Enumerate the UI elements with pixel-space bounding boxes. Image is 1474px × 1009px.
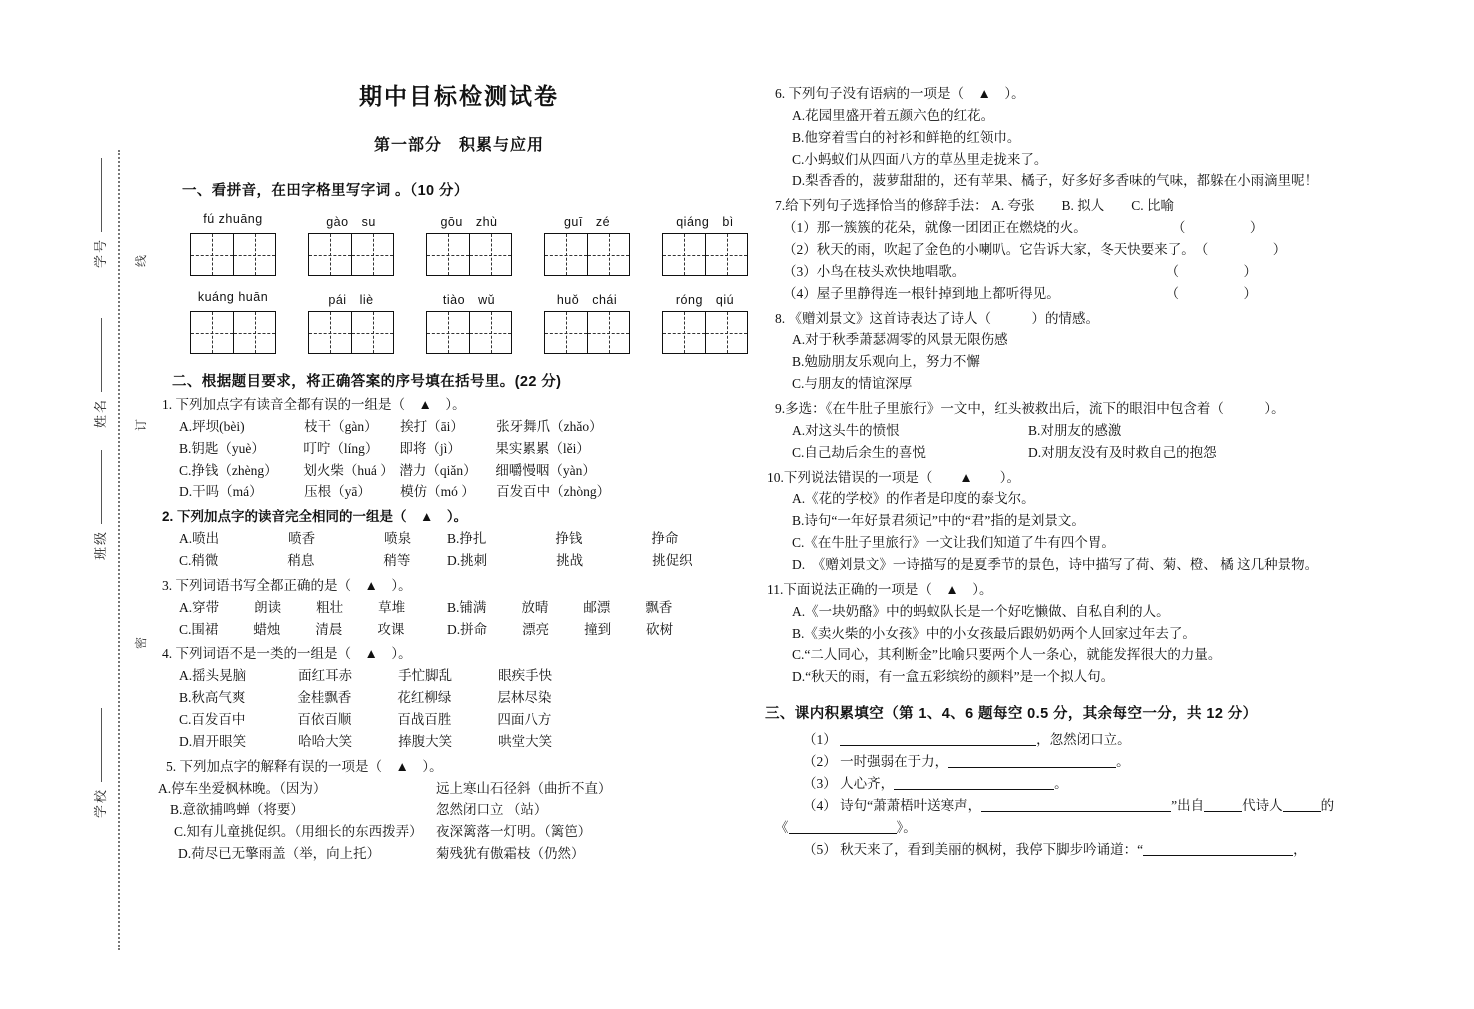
pinyin-label: kuáng huān [197, 290, 269, 304]
option-row[interactable] [162, 731, 764, 753]
option-item: 枝干（gàn） [304, 418, 378, 434]
option-item: 潜力（qiǎn） [399, 462, 477, 478]
option-label: C. [792, 151, 805, 167]
option-row[interactable] [767, 532, 1415, 554]
answer-bracket[interactable]: （ ） [1194, 242, 1293, 258]
sub-question-number: （1） [783, 220, 817, 236]
sub-question-text: 小鸟在枝头欢快地唱歌。 [816, 263, 966, 279]
option-item: 草堆 [378, 599, 406, 615]
option-item: 与朋友的情谊深厚 [804, 376, 913, 392]
option-item: 意欲捕鸣蝉（将要） [182, 802, 304, 818]
fill-blank-item[interactable] [775, 817, 1415, 839]
option-row[interactable] [767, 666, 1415, 688]
answer-bracket[interactable]: （ ） [1165, 263, 1264, 279]
sub-question-row[interactable] [775, 217, 1415, 239]
pinyin-row-2 [174, 290, 764, 308]
option-item: 忽然闭口立 （站） [436, 802, 548, 818]
option-item: 诗句“一年好景君须记”中的“君”指的是刘景文。 [804, 513, 1085, 529]
option-item: 挣命 [651, 531, 679, 547]
section-three-heading: 三、课内积累填空（第 1、4、6 题每空 0.5 分，其余每空一分，共 12 分） [765, 706, 1258, 723]
option-item: 围裙 [191, 621, 219, 637]
option-row[interactable] [775, 127, 1415, 149]
fill-blank-text: ， [1293, 841, 1307, 857]
option-item: 《一块奶酪》中的蚂蚁队长是一个好吃懒做、自私自利的人。 [805, 603, 1170, 619]
sub-question-row[interactable] [775, 239, 1415, 261]
option-label: C. [179, 553, 192, 569]
option-row[interactable] [775, 329, 1415, 351]
question-stem: 下面说法正确的一项是（ ▲ ）。 [783, 581, 993, 597]
pinyin-writing-grid [174, 212, 764, 354]
fold-mark-seal: 密 [130, 636, 151, 650]
option-label: C. [792, 444, 805, 460]
option-item: 对这头牛的愤恨 [805, 422, 900, 438]
option-item: 百战百胜 [397, 712, 452, 728]
section-two-heading: 二、根据题目要求，将正确答案的序号填在括号里。(22 分) [172, 374, 562, 390]
option-row[interactable] [767, 510, 1415, 532]
option-item: 拼命 [460, 621, 488, 637]
pinyin-label: fú zhuāng [203, 212, 263, 226]
option-label: D. [179, 484, 193, 500]
fill-blank-text: 诗句“萧萧梧叶送寒声， [840, 797, 982, 813]
fill-blank-text: 。 [1054, 775, 1068, 791]
option-item: 邮漂 [583, 599, 611, 615]
option-item: 挑刺 [460, 553, 488, 569]
option-label: A. [792, 422, 806, 438]
option-item: 挣钱 [555, 531, 583, 547]
option-item: 挣钱（zhèng） [191, 462, 278, 478]
column-right [765, 80, 1415, 860]
option-item: 稍息 [287, 553, 315, 569]
question-3 [154, 575, 764, 641]
field-school-rule[interactable] [101, 708, 102, 782]
option-item: 百发百中（zhòng） [496, 484, 611, 500]
option-item: 花园里盛开着五颜六色的红花。 [805, 107, 995, 123]
option-item: 清晨 [315, 621, 343, 637]
option-item: 喷香 [288, 531, 316, 547]
option-label: A. [792, 107, 806, 123]
field-student-id-label: 学号 [93, 237, 108, 268]
tianzige-box[interactable] [544, 311, 630, 354]
option-item: 挣扎 [459, 531, 487, 547]
option-item: 自己劫后余生的喜悦 [804, 444, 926, 460]
fill-blank-text: 《 [775, 819, 789, 835]
fill-blank-number: （3） [803, 775, 837, 791]
fill-blank-text: 人心齐， [840, 775, 895, 791]
option-item: 百发百中 [191, 712, 246, 728]
sub-question-number: （4） [783, 285, 817, 301]
question-stem: 《赠刘景文》这首诗表达了诗人（ ）的情感。 [788, 310, 1099, 326]
question-stem: 下列句子没有语病的一项是（ ▲ ）。 [788, 86, 1025, 101]
sub-question-text: 屋子里静得连一根针掉到地上都听得见。 [816, 285, 1060, 301]
fold-mark-line: 线 [130, 254, 151, 268]
question-stem: 下列说法错误的一项是（ ▲ ）。 [783, 469, 1020, 485]
option-item: 坪坝(bèi) [192, 418, 245, 434]
pinyin-label: róng qiú [675, 293, 735, 307]
option-item: 对朋友没有及时救自己的抱怨 [1041, 444, 1217, 460]
option-item: 稍微 [191, 553, 219, 569]
question-number: 9. [775, 401, 786, 417]
sub-question-row[interactable] [775, 283, 1415, 305]
field-class-label: 班级 [93, 529, 108, 560]
sub-question-number: （2） [783, 242, 817, 258]
option-item: 眉开眼笑 [192, 733, 247, 749]
option-label: A. [179, 418, 193, 434]
option-row[interactable] [162, 481, 764, 503]
question-number: 8. [775, 310, 786, 326]
field-student-id-rule[interactable] [101, 158, 102, 232]
pinyin-label: gōu zhù [440, 215, 498, 229]
option-item: 攻课 [377, 621, 405, 637]
option-item: 粗壮 [316, 599, 344, 615]
sub-question-row[interactable] [775, 261, 1415, 283]
option-row[interactable] [767, 554, 1415, 576]
option-label: D. [178, 846, 192, 862]
option-item: “秋天的雨，有一盒五彩缤纷的颜料”是一个拟人句。 [805, 669, 1115, 685]
option-item: 菊残犹有傲霜枝（仍然） [436, 846, 585, 862]
option-item: 挨打（āi） [400, 418, 464, 434]
option-row[interactable] [162, 460, 764, 482]
option-label: B. [792, 129, 805, 145]
answer-blank[interactable] [894, 789, 1054, 790]
fill-blank-item[interactable] [775, 795, 1415, 817]
option-item: 干吗（má） [192, 484, 263, 500]
option-item: 四面八方 [497, 712, 552, 728]
option-row[interactable] [162, 550, 764, 572]
option-item: 哄堂大笑 [498, 733, 553, 749]
question-8 [775, 308, 1415, 395]
option-label: C. [179, 621, 192, 637]
tianzige-box[interactable] [544, 233, 630, 276]
answer-bracket[interactable]: （ ） [1171, 220, 1270, 236]
field-student-id[interactable] [90, 158, 109, 268]
option-item: 层林尽染 [497, 690, 552, 706]
sub-question-number: （3） [783, 263, 817, 279]
option-item: 压根（yā） [304, 484, 371, 500]
option-item: 百依百顺 [297, 712, 352, 728]
pinyin-label: tiào wǔ [442, 293, 496, 307]
field-name-label: 姓名 [93, 397, 108, 428]
tianzige-box[interactable] [190, 233, 276, 276]
fill-blank-text: 的 [1320, 797, 1335, 813]
option-row[interactable] [162, 687, 764, 709]
fill-blank-text: 秋天来了，看到美丽的枫树，我停下脚步吟诵道：“ [840, 841, 1144, 857]
option-item: 他穿着雪白的衬衫和鲜艳的红领巾。 [804, 129, 1021, 145]
question-4 [154, 643, 764, 752]
option-item: 金桂飘香 [297, 690, 352, 706]
question-10 [767, 467, 1415, 576]
option-label: A. [792, 603, 806, 619]
option-item: 花红柳绿 [397, 690, 452, 706]
option-item: 放晴 [521, 599, 549, 615]
option-label: A. [179, 531, 193, 547]
question-stem: 给下列句子选择恰当的修辞手法： A. 夸张 B. 拟人 C. 比喻 [785, 198, 1175, 214]
question-stem: 多选：《在牛肚子里旅行》一文中，红头被救出后，流下的眼泪中包含着（ ）。 [785, 401, 1285, 417]
option-item: 摇头晃脑 [192, 668, 247, 684]
question-2 [154, 506, 764, 572]
option-item: 模仿（mó ） [400, 484, 475, 500]
option-row[interactable] [162, 619, 764, 641]
question-number: 1. [162, 397, 173, 412]
pinyin-row-1 [174, 212, 764, 230]
option-label: D. [1028, 444, 1042, 460]
option-row[interactable] [158, 821, 764, 843]
page-title: 期中目标检测试卷 [359, 83, 559, 109]
option-item: 即将（jì） [399, 440, 461, 456]
option-label: B. [792, 513, 805, 529]
fill-blank-text: 》。 [896, 819, 917, 835]
option-item: 铺满 [459, 599, 487, 615]
question-9 [775, 398, 1415, 464]
question-stem: 下列加点字的解释有误的一项是（ ▲ ）。 [179, 758, 443, 774]
option-label: C. [792, 535, 805, 551]
option-item: 喷出 [192, 531, 220, 547]
option-label: B. [792, 625, 805, 641]
question-stem: 下列加点字有读音全都有误的一组是（ ▲ ）。 [175, 397, 466, 412]
option-item: 知有儿童挑促织。（用细长的东西拨弄） [186, 824, 423, 840]
option-item: 捧腹大笑 [398, 733, 453, 749]
pinyin-label: guī zé [563, 215, 611, 229]
option-item: 蜡烛 [253, 621, 281, 637]
option-item: 穿带 [192, 599, 220, 615]
tianzige-box[interactable] [426, 233, 512, 276]
option-row[interactable] [162, 416, 764, 438]
tianzige-row-1 [174, 233, 764, 276]
question-number: 2. [162, 509, 174, 525]
fill-blank-item[interactable] [775, 839, 1415, 861]
option-row[interactable] [162, 665, 764, 687]
option-item: 远上寒山石径斜（曲折不直） [436, 780, 612, 796]
question-number: 11. [767, 581, 784, 597]
fill-blank-list [775, 729, 1415, 860]
option-row[interactable] [767, 488, 1415, 510]
option-label: C. [179, 712, 192, 728]
option-item: 《在牛肚子里旅行》一文让我们知道了牛有四个胃。 [804, 535, 1115, 551]
fold-mark-bind: 订 [130, 418, 151, 432]
option-item: 哈哈大笑 [298, 733, 353, 749]
pinyin-label: gào su [326, 215, 376, 229]
option-item: 小蚂蚁们从四面八方的草丛里走拢来了。 [804, 151, 1048, 167]
option-item: 细嚼慢咽（yàn） [495, 462, 596, 478]
option-item: 漂亮 [522, 621, 550, 637]
option-label: A. [179, 668, 193, 684]
option-label: D. [447, 621, 461, 637]
option-item: 秋高气爽 [191, 690, 246, 706]
question-number: 3. [162, 577, 173, 593]
option-label: B. [170, 802, 183, 818]
option-row[interactable] [775, 373, 1415, 395]
option-row[interactable] [158, 778, 764, 800]
fill-blank-item[interactable] [775, 751, 1415, 773]
option-item: 朗读 [254, 599, 282, 615]
exam-sheet [150, 0, 1474, 1009]
option-item: 划火柴（huá ） [303, 462, 394, 478]
option-item: 砍树 [646, 621, 674, 637]
page-subtitle: 第一部分 积累与应用 [373, 137, 544, 154]
question-number: 6. [775, 86, 786, 101]
option-row[interactable] [767, 623, 1415, 645]
option-item: 眼疾手快 [498, 668, 553, 684]
option-item: 飘香 [645, 599, 673, 615]
option-item: 《花的学校》的作者是印度的泰戈尔。 [805, 491, 1035, 507]
option-item: 张牙舞爪（zhǎo） [496, 418, 603, 434]
option-item: 撞到 [584, 621, 612, 637]
question-number: 10. [767, 469, 784, 485]
option-row[interactable] [775, 170, 1415, 192]
question-11 [767, 579, 1415, 688]
field-class[interactable] [90, 450, 109, 560]
answer-blank[interactable] [1143, 855, 1293, 856]
question-number: 5. [166, 758, 177, 774]
option-label: A. [792, 491, 806, 507]
sub-question-text: 秋天的雨，吹起了金色的小喇叭。它告诉大家，冬天快要来了。 [816, 242, 1195, 258]
tianzige-box[interactable] [662, 233, 748, 276]
option-row[interactable] [775, 420, 1415, 442]
option-item: 喷泉 [384, 531, 412, 547]
tianzige-box[interactable] [190, 311, 276, 354]
answer-bracket[interactable]: （ ） [1165, 285, 1264, 301]
option-item: 停车坐爱枫林晚。（因为） [171, 780, 327, 796]
option-item: 荷尽已无擎雨盖（举，向上托） [191, 846, 381, 862]
option-label: B. [179, 440, 192, 456]
option-item: 勉励朋友乐观向上，努力不懈 [804, 354, 980, 370]
question-6 [775, 83, 1415, 192]
option-item: 对于秋季萧瑟凋零的风景无限伤感 [805, 332, 1008, 348]
option-label: D. [792, 173, 806, 189]
option-item: 《卖火柴的小女孩》中的小女孩最后跟奶奶两个人回家过年去了。 [804, 625, 1196, 641]
column-left [150, 0, 768, 865]
option-label: A. [792, 332, 806, 348]
option-row[interactable] [158, 799, 764, 821]
option-label: C. [179, 462, 192, 478]
option-row[interactable] [162, 438, 764, 460]
option-item: 挑促织 [652, 553, 693, 569]
answer-blank[interactable] [1283, 811, 1321, 812]
tianzige-box[interactable] [662, 311, 748, 354]
fill-blank-text: ”出自 [1171, 797, 1205, 813]
pinyin-label: qiáng bì [676, 215, 734, 229]
question-5 [154, 756, 764, 865]
fill-blank-item[interactable] [775, 773, 1415, 795]
question-1 [154, 394, 764, 503]
tianzige-row-2 [174, 311, 764, 354]
question-stem: 下列词语书写全都正确的是（ ▲ ）。 [175, 577, 412, 593]
fill-blank-number: （1） [803, 732, 837, 748]
section-one-heading: 一、看拼音，在田字格里写字词 。（10 分） [182, 183, 469, 199]
option-item: 对朋友的感激 [1040, 422, 1122, 438]
option-label: D. [792, 557, 806, 573]
fill-blank-text: 代诗人 [1242, 797, 1283, 813]
tianzige-box[interactable] [308, 311, 394, 354]
option-item: 夜深篱落一灯明。（篱笆） [436, 824, 592, 840]
option-label: C. [792, 647, 805, 663]
option-row[interactable] [158, 843, 764, 865]
option-item: 叮咛（líng） [303, 440, 379, 456]
option-label: A. [179, 599, 193, 615]
option-label: D. [447, 553, 461, 569]
tianzige-box[interactable] [426, 311, 512, 354]
option-label: B. [447, 599, 460, 615]
fill-blank-number: （2） [803, 754, 837, 770]
answer-blank[interactable] [981, 811, 1171, 812]
option-item: 梨香香的，菠萝甜甜的，还有苹果、橘子，好多好多香味的气味，都躲在小雨滴里呢！ [805, 173, 1319, 189]
question-stem: 下列词语不是一类的一组是（ ▲ ）。 [175, 646, 412, 662]
option-label: D. [179, 733, 193, 749]
field-name[interactable] [90, 318, 109, 428]
option-row[interactable] [767, 601, 1415, 623]
option-label: D. [792, 669, 806, 685]
question-number: 7. [775, 198, 786, 214]
option-label: B. [179, 690, 192, 706]
pinyin-label: pái liè [328, 293, 374, 307]
fill-blank-text: 一时强弱在于力， [840, 754, 949, 770]
fill-blank-text: 。 [1116, 754, 1130, 770]
option-item: 手忙脚乱 [398, 668, 453, 684]
field-class-rule[interactable] [101, 450, 102, 524]
option-row[interactable] [775, 351, 1415, 373]
option-item: 《赠刘景文》一诗描写的是夏季节的景色，诗中描写了荷、菊、橙、 橘 这几种景物。 [805, 557, 1319, 573]
field-school[interactable] [90, 708, 109, 818]
answer-blank[interactable] [1204, 811, 1242, 812]
sub-question-text: 那一簇簇的花朵，就像一团团正在燃烧的火。 [816, 220, 1087, 236]
option-item: 钥匙（yuè） [191, 440, 265, 456]
question-stem: 下列加点字的读音完全相同的一组是（ ▲ ）。 [177, 509, 468, 525]
option-item: 面红耳赤 [298, 668, 353, 684]
option-row[interactable] [162, 709, 764, 731]
fold-dotted-line [118, 150, 120, 950]
option-item: 挑战 [556, 553, 584, 569]
option-label: B. [792, 354, 805, 370]
option-label: A. [158, 780, 172, 796]
option-row[interactable] [162, 597, 764, 619]
fill-blank-number: （5） [803, 841, 837, 857]
question-number: 4. [162, 646, 173, 662]
binding-margin [0, 0, 150, 1009]
option-item: “二人同心，其利断金”比喻只要两个人一条心，就能发挥很大的力量。 [804, 647, 1222, 663]
question-7 [775, 195, 1415, 304]
answer-blank[interactable] [840, 745, 1036, 746]
option-item: 果实累累（lěi） [495, 440, 590, 456]
option-label: C. [174, 824, 187, 840]
option-item: 稍等 [383, 553, 411, 569]
option-row[interactable] [775, 105, 1415, 127]
option-row[interactable] [775, 442, 1415, 464]
option-row[interactable] [775, 149, 1415, 171]
tianzige-box[interactable] [308, 233, 394, 276]
fill-blank-text: ，忽然闭口立。 [1036, 732, 1131, 748]
field-school-label: 学校 [93, 787, 108, 818]
pinyin-label: huǒ chái [556, 293, 618, 307]
fill-blank-number: （4） [803, 797, 837, 813]
answer-blank[interactable] [948, 767, 1116, 768]
option-label: B. [1028, 422, 1041, 438]
option-label: C. [792, 376, 805, 392]
option-row[interactable] [767, 644, 1415, 666]
option-row[interactable] [162, 528, 764, 550]
answer-blank[interactable] [789, 833, 897, 834]
fill-blank-item[interactable] [775, 729, 1415, 751]
option-label: B. [447, 531, 460, 547]
field-name-rule[interactable] [101, 318, 102, 392]
